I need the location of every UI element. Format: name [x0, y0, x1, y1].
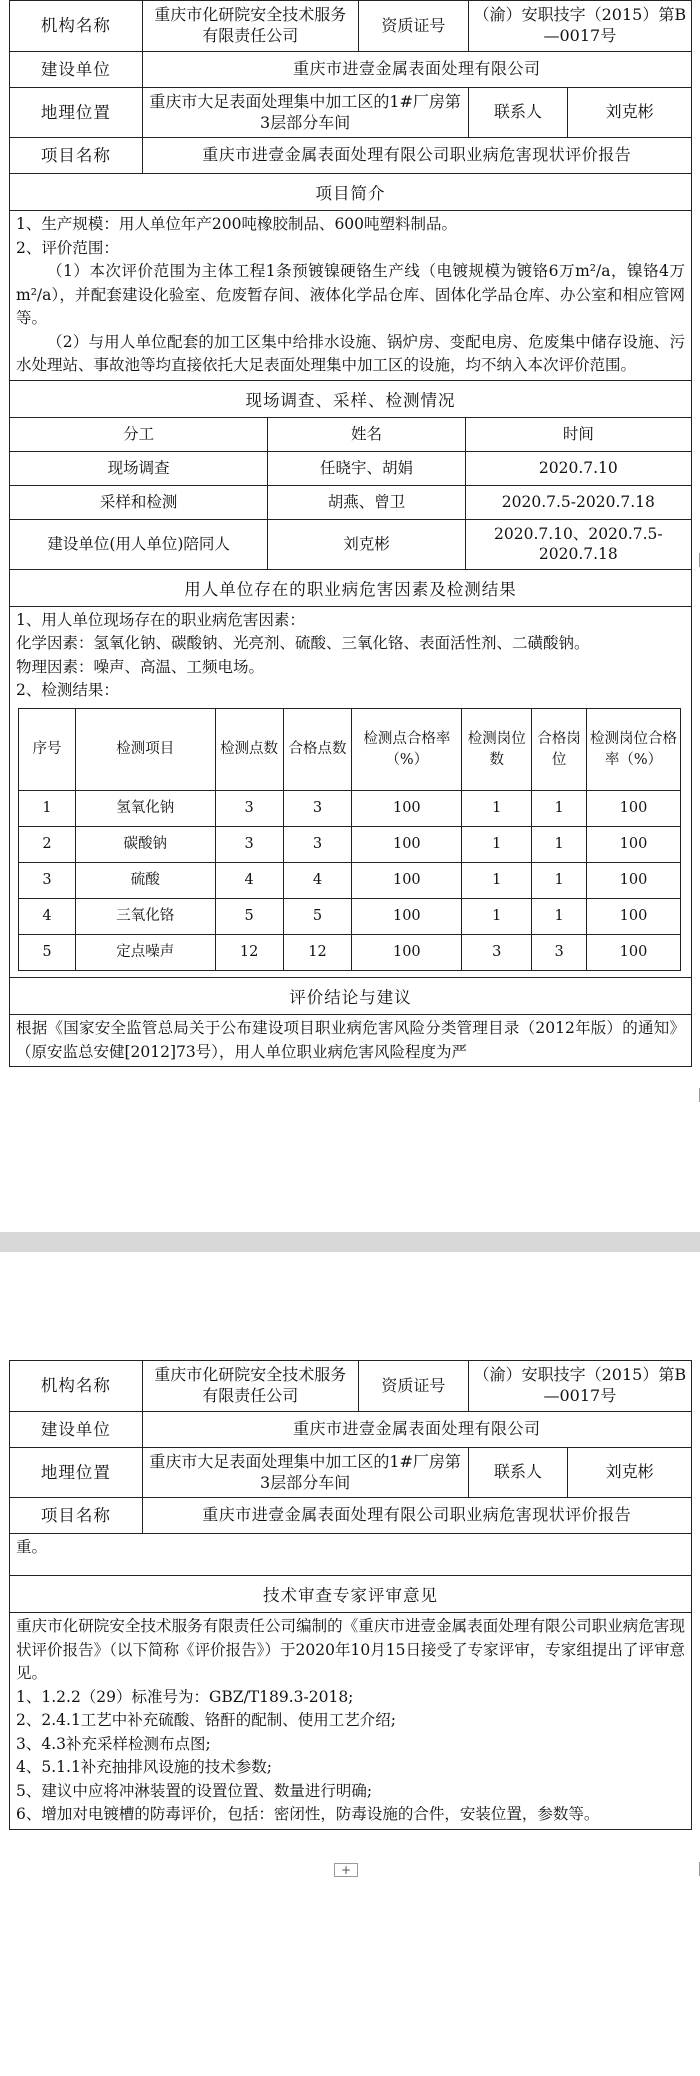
hazards-physical: 物理因素：噪声、高温、工频电场。 [16, 657, 265, 676]
table-cell: 100 [352, 899, 462, 935]
results-header: 检测点合格率（%） [352, 709, 462, 791]
page-separator [0, 1232, 700, 1252]
results-header: 合格点数 [283, 709, 352, 791]
location-row [10, 1447, 691, 1497]
conclusion-continuation: 重。 [10, 1533, 691, 1575]
table-cell: 12 [283, 935, 352, 971]
review-item: 1、1.2.2（29）标准号为：GBZ/T189.3-2018; [16, 1687, 354, 1706]
contact-label: 联系人 [468, 1448, 568, 1497]
table-cell: 3 [532, 935, 587, 971]
intro-line-4: （2）与用人单位配套的加工区集中给排水设施、锅炉房、变配电房、危废集中储存设施、污水处理站、事故池等均直接依托大足表面处理集中加工区的设施，均不纳入本次评价范围。 [16, 332, 685, 375]
table-cell: 100 [587, 791, 681, 827]
cert-value: （渝）安职技字（2015）第B—0017号 [468, 1, 691, 51]
survey-time: 2020.7.10 [465, 452, 691, 485]
builder-label: 建设单位 [40, 1419, 111, 1439]
table-cell: 1 [532, 863, 587, 899]
results-header: 序号 [19, 709, 76, 791]
table-cell: 3 [215, 827, 283, 863]
org-row [10, 1, 691, 51]
margin-marker [694, 1862, 700, 1876]
survey-header-role: 分工 [123, 425, 155, 444]
review-item: 5、建议中应将冲淋装置的设置位置、数量进行明确; [16, 1781, 373, 1800]
table-cell: 100 [352, 827, 462, 863]
hazards-line-2: 2、检测结果： [16, 681, 119, 700]
table-cell: 100 [587, 827, 681, 863]
table-cell: 4 [19, 899, 76, 935]
project-row [10, 137, 691, 173]
survey-header-row [10, 417, 691, 451]
results-header: 检测岗位合格率（%） [587, 709, 681, 791]
table-cell: 1 [462, 791, 532, 827]
survey-header-names: 姓名 [267, 418, 464, 451]
table-cell: 3 [283, 827, 352, 863]
table-cell: 100 [587, 899, 681, 935]
table-cell: 1 [532, 899, 587, 935]
table-cell: 5 [19, 935, 76, 971]
table-cell: 100 [587, 935, 681, 971]
table-cell: 三氧化铬 [75, 899, 215, 935]
table-cell: 12 [215, 935, 283, 971]
report-page-1 [9, 0, 692, 1100]
table-row [19, 863, 681, 899]
review-item: 3、4.3补充采样检测布点图; [16, 1734, 211, 1753]
table-cell: 100 [587, 863, 681, 899]
table-cell: 3 [19, 863, 76, 899]
table-cell: 碳酸钠 [75, 827, 215, 863]
report-page-2 [9, 1360, 692, 1880]
builder-row [10, 51, 691, 87]
table-cell: 5 [283, 899, 352, 935]
location-value: 重庆市大足表面处理集中加工区的1#厂房第3层部分车间 [142, 88, 468, 137]
review-item: 4、5.1.1补充抽排风设施的技术参数; [16, 1758, 273, 1777]
add-row-button[interactable]: + [334, 1863, 358, 1877]
survey-role: 采样和检测 [99, 493, 178, 512]
builder-value: 重庆市进壹金属表面处理有限公司 [142, 1412, 691, 1447]
org-label: 机构名称 [40, 1376, 111, 1396]
table-cell: 4 [283, 863, 352, 899]
cert-value: （渝）安职技字（2015）第B—0017号 [468, 1361, 691, 1411]
results-header: 检测点数 [215, 709, 283, 791]
contact-value: 刘克彬 [567, 88, 691, 137]
survey-names: 任晓宇、胡娟 [267, 452, 464, 485]
table-cell: 100 [352, 791, 462, 827]
review-text: 重庆市化研院安全技术服务有限责任公司编制的《重庆市进壹金属表面处理有限公司职业病危害现状评价报告》（以下简称《评价报告》）于2020年10月15日接受了专家评审，专家组提出了评审意见。 [16, 1617, 685, 1683]
survey-row [10, 485, 691, 519]
hazards-line-1: 1、用人单位现场存在的职业病危害因素： [16, 610, 305, 629]
location-value: 重庆市大足表面处理集中加工区的1#厂房第3层部分车间 [142, 1448, 468, 1497]
table-cell: 硫酸 [75, 863, 215, 899]
table-cell: 1 [532, 791, 587, 827]
project-value: 重庆市进壹金属表面处理有限公司职业病危害现状评价报告 [142, 1498, 691, 1533]
review-item: 6、增加对电镀槽的防毒评价，包括：密闭性，防毒设施的合件，安装位置，参数等。 [16, 1805, 600, 1824]
results-header: 检测项目 [75, 709, 215, 791]
intro-line-1: 1、生产规模：用人单位年产200吨橡胶制品、600吨塑料制品。 [16, 215, 458, 233]
review-title: 技术审查专家评审意见 [10, 1575, 691, 1612]
project-row [10, 1497, 691, 1533]
table-cell: 1 [462, 899, 532, 935]
org-row [10, 1361, 691, 1411]
intro-body [10, 210, 691, 380]
table-row [19, 791, 681, 827]
results-header: 合格岗位 [532, 709, 587, 791]
margin-marker [694, 553, 700, 567]
location-label: 地理位置 [40, 102, 111, 122]
table-cell: 1 [19, 791, 76, 827]
review-body [10, 1612, 691, 1829]
builder-label: 建设单位 [40, 59, 111, 79]
survey-row [10, 451, 691, 485]
survey-header-time: 时间 [465, 418, 691, 451]
report-form-page-1 [9, 0, 692, 1067]
table-cell: 定点噪声 [75, 935, 215, 971]
org-value: 重庆市化研院安全技术服务有限责任公司 [142, 1, 358, 51]
table-cell: 100 [352, 935, 462, 971]
conclusion-title: 评价结论与建议 [10, 977, 691, 1014]
survey-time: 2020.7.10、2020.7.5-2020.7.18 [465, 520, 691, 569]
project-value: 重庆市进壹金属表面处理有限公司职业病危害现状评价报告 [142, 138, 691, 173]
hazards-chemical: 化学因素：氢氧化钠、碳酸钠、光亮剂、硫酸、三氧化铬、表面活性剂、二磺酸钠。 [16, 634, 590, 653]
table-row [19, 935, 681, 971]
cert-label: 资质证号 [358, 1, 468, 51]
table-cell: 1 [462, 863, 532, 899]
hazards-body [10, 606, 691, 703]
builder-row [10, 1411, 691, 1447]
builder-value: 重庆市进壹金属表面处理有限公司 [142, 52, 691, 87]
table-cell: 3 [215, 791, 283, 827]
project-label: 项目名称 [40, 145, 111, 165]
results-table-wrap [10, 703, 691, 977]
cert-label: 资质证号 [358, 1361, 468, 1411]
org-value: 重庆市化研院安全技术服务有限责任公司 [142, 1361, 358, 1411]
table-cell: 3 [462, 935, 532, 971]
table-row [19, 827, 681, 863]
org-label: 机构名称 [40, 16, 111, 36]
hazards-title: 用人单位存在的职业病危害因素及检测结果 [10, 569, 691, 606]
location-label: 地理位置 [40, 1462, 111, 1482]
conclusion-text: 根据《国家安全监管总局关于公布建设项目职业病危害风险分类管理目录（2012年版）的通知》（原安监总安健[2012]73号），用人单位职业病危害风险程度为严 [10, 1014, 691, 1066]
table-cell: 1 [462, 827, 532, 863]
review-item: 2、2.4.1工艺中补充硫酸、铬酐的配制、使用工艺介绍; [16, 1711, 397, 1730]
survey-role: 建设单位(用人单位)陪同人 [47, 535, 230, 554]
survey-title: 现场调查、采样、检测情况 [10, 380, 691, 417]
intro-line-2: 2、评价范围： [16, 238, 119, 257]
table-cell: 5 [215, 899, 283, 935]
contact-label: 联系人 [468, 88, 568, 137]
results-header-row [19, 709, 681, 791]
survey-names: 胡燕、曾卫 [267, 486, 464, 519]
report-form-page-2 [9, 1360, 692, 1830]
contact-value: 刘克彬 [567, 1448, 691, 1497]
table-cell: 4 [215, 863, 283, 899]
intro-line-3: （1）本次评价范围为主体工程1条预镀镍硬铬生产线（电镀规模为镀铬6万m²/a，镍铬4万m²/a），并配套建设化验室、危废暂存间、液体化学品仓库、固体化学品仓库、办公室和相应管网等。 [16, 262, 685, 328]
margin-marker [694, 1088, 700, 1102]
table-cell: 2 [19, 827, 76, 863]
survey-row [10, 519, 691, 569]
table-cell: 1 [532, 827, 587, 863]
results-header: 检测岗位数 [462, 709, 532, 791]
survey-names: 刘克彬 [267, 520, 464, 569]
survey-time: 2020.7.5-2020.7.18 [465, 486, 691, 519]
location-row [10, 87, 691, 137]
results-table [18, 708, 681, 971]
intro-title: 项目简介 [10, 173, 691, 210]
survey-role: 现场调查 [107, 459, 170, 478]
table-row [19, 899, 681, 935]
table-cell: 3 [283, 791, 352, 827]
project-label: 项目名称 [40, 1505, 111, 1525]
table-cell: 氢氧化钠 [75, 791, 215, 827]
table-cell: 100 [352, 863, 462, 899]
